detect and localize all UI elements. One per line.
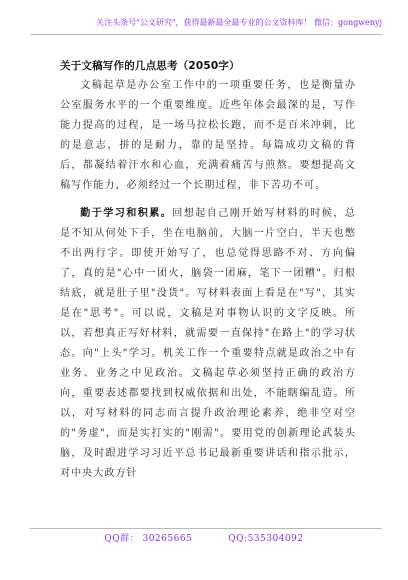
footer-qq-group: QQ群： 30265665 <box>104 534 193 544</box>
footer-qq-number: QQ:535304092 <box>228 534 304 544</box>
footer-contacts <box>0 533 408 545</box>
section-body-text: 回想起自己刚开始写材料的时候，总是不知从何处下手，坐在电脑前，大脑一片空白，半天也憋不出两行字。即使开始写了，也总觉得思路不对、方向偏了，真的是"心中一团火，脑袋一团麻，笔下一团糟"。归根结底，就是肚子里"没货"。写材料表面上看是在"写"，其实是在"思考"。可以说，文稿是对事物认识的文字反映。所以，若想真正写好材料，就需要一直保持"在路上"的学习状态。向"上头"学习。机关工作一个重要特点就是政治之中有业务、业务之中见政治。文稿起草必须坚持正确的政治方向，重要表述都要找到权威依据和出处，不能瞎编乱造。所以，对写材料的同志而言提升政治理论素养，绝非空对空的"务虚"，而是实打实的"刚需"。要用党的创新理论武装头脑，及时跟进学习习近平总书记最新重要讲话和指示批示，对中央大政方针 <box>60 208 357 479</box>
header-contact-note: 关注头条号"公文研究"，获得最新最全最专业的公文资料库！ 微信：gongwenyj <box>96 18 382 27</box>
section-paragraph <box>60 204 356 484</box>
section-heading: 勤于学习和积累。 <box>80 208 173 219</box>
document-title: 关于文稿写作的几点思考（2050字） <box>60 60 240 72</box>
header-divider <box>30 34 382 35</box>
footer-divider <box>30 528 382 529</box>
document-body <box>60 76 356 492</box>
intro-paragraph: 文稿起草是办公室工作中的一项重要任务，也是衡量办公室服务水平的一个重要维度。近些年体会最深的是，写作能力提高的过程，是一场马拉松长跑，而不是百米冲刺，比的是意志，拼的是耐力，靠的是坚持。每篇成功文稿的背后，都凝结着汗水和心血，充满着痛苦与煎熬。要想提高文稿写作能力，必须经过一个长期过程，非下苦功不可。 <box>60 80 356 191</box>
